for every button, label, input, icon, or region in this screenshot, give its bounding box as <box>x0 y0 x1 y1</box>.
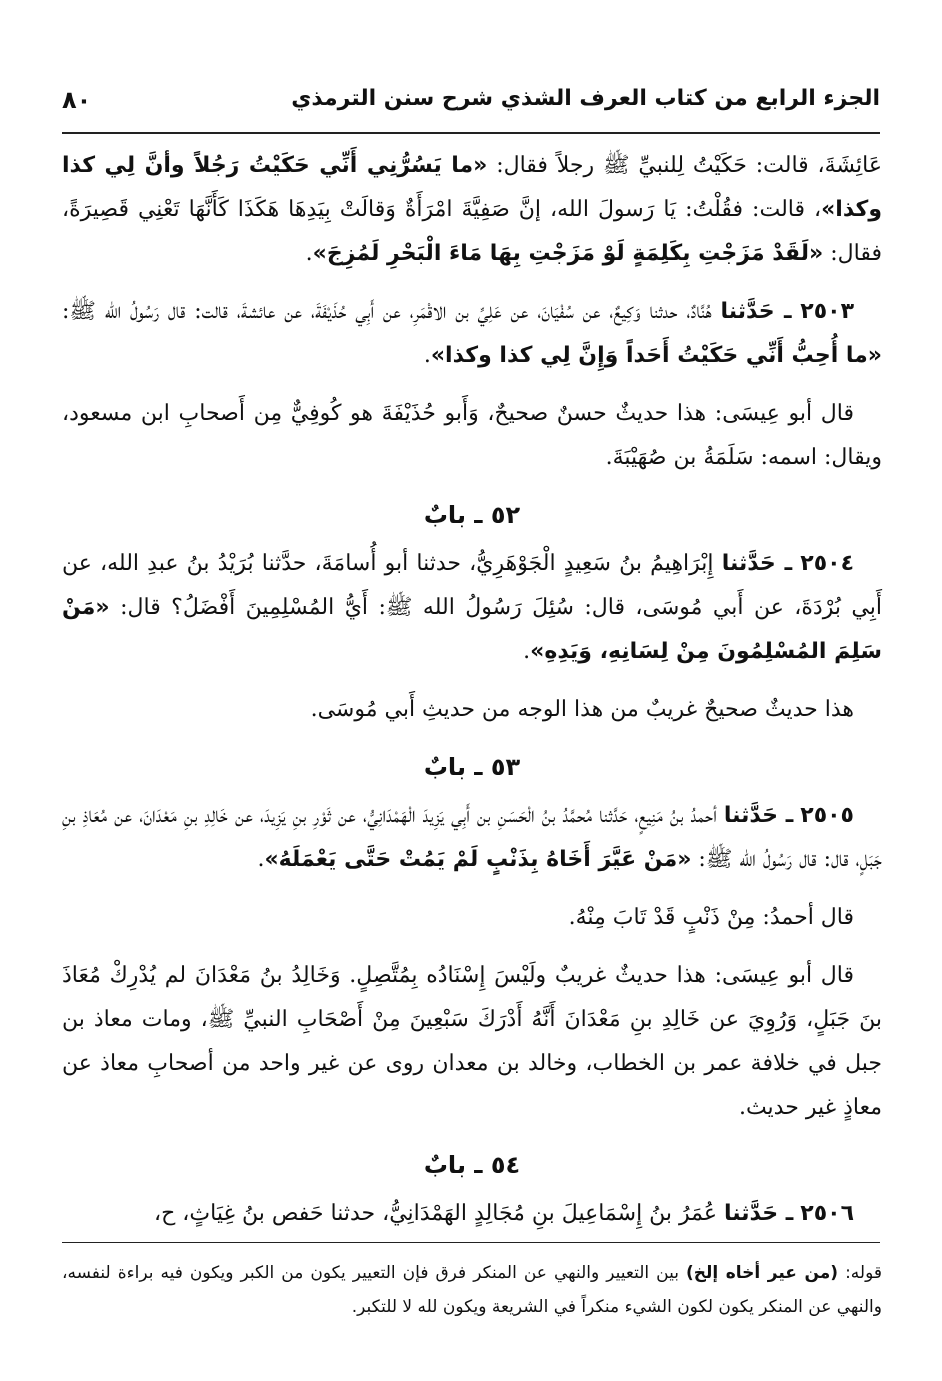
hadith-number: ٢٥٠٣ <box>800 299 854 324</box>
hadith-2504 <box>62 542 882 674</box>
header-title: الجزء الرابع من كتاب العرف الشذي شرح سنن الترمذي <box>291 86 880 111</box>
chapter-heading-54: ٥٤ ـ بابٌ <box>423 1151 521 1179</box>
text-run: . <box>257 847 265 872</box>
hadith-number: ٢٥٠٦ <box>800 1201 854 1226</box>
text-run: . <box>305 241 313 266</box>
text-run: عُمَرُ بنُ إِسْمَاعِيلَ بنِ مُجَالِدٍ الهَمْدَانِيُّ، حدثنا حَفص بنُ غِيَاثٍ، ح، <box>154 1201 725 1226</box>
prophetic-quote: «ما يَسُرُّنِي أَنِّي حَكَيْتُ رَجُلاً وأنَّ لِي كذا وكذا» <box>62 153 882 222</box>
hadith-lead: ـ حَدَّثنا <box>724 1201 794 1226</box>
text-run: . <box>523 639 531 664</box>
footnote-prefix: قوله: <box>838 1263 883 1283</box>
prophetic-quote: «مَنْ عَيَّرَ أَخَاهُ بِذَنْبٍ لَمْ يَمُتْ حَتَّى يَعْمَلَهُ» <box>264 847 692 872</box>
prophetic-quote: «ما أُحِبُّ أَنِّي حَكَيْتُ أَحَداً وَإِنَّ لِي كذا وكذا» <box>430 343 882 368</box>
footnote-key: (من عير أخاه إلخ) <box>685 1263 839 1283</box>
chapter-heading-52: ٥٢ ـ بابٌ <box>423 501 521 529</box>
prophetic-quote: «مَنْ سَلِمَ المُسْلِمُونَ مِنْ لِسَانِهِ، وَيَدِهِ» <box>62 595 882 664</box>
commentary-paragraph: قال أحمدُ: مِنْ ذَنْبٍ قَدْ تَابَ مِنْهُ. <box>568 905 854 930</box>
hadith-number: ٢٥٠٥ <box>800 803 854 828</box>
text-run: إِبْرَاهِيمُ بنُ سَعِيدٍ الْجَوْهَرِيُّ، حدثنا أبو أُسامَةَ، حدَّثنا بُرَيْدُ بنُ عبدِ الله، عن أَبِي بُرْدَةَ، عن أَبي مُوسَى، قال: سُئِلَ رَسُولُ الله ﷺ: أَيُّ المُسْلِمِينَ أَفْضَلُ؟ قال: <box>62 551 882 620</box>
hadith-2505 <box>62 794 882 882</box>
text-run: ، قالت: فقُلْتُ: يَا رَسولَ الله، إنَّ صَفِيَّةَ امْرَأَةٌ وَقالَتْ بِيَدِهَا هَكَذَا كَأَنَّهَا تَعْنِي قَصِيرَةً، فقال: <box>62 197 882 266</box>
commentary-paragraph: قال أبو عِيسَى: هذا حديثٌ حسنٌ صحيحٌ، وَأَبو حُذَيْفَةَ هو كُوفِيٌّ مِن أَصحابِ ابن مسعود، ويقال: اسمه: سَلَمَةُ بن صُهَيْبَةَ. <box>62 401 882 470</box>
commentary-paragraph: هذا حديثٌ صحيحٌ غريبٌ من هذا الوجه من حديثِ أَبي مُوسَى. <box>310 697 854 722</box>
hadith-number: ٢٥٠٤ <box>800 551 855 576</box>
text-run: هُنَّادٌ، حدثنا وَكِيعٌ، عن سُفْيَانَ، عن عَلِيِّ بن الاقْمَرِ، عن أَبِي حُذَيْفَةَ، عن عائشةَ، قالت: قال رَسُولُ الله ﷺ: <box>62 299 721 324</box>
hadith-2503 <box>62 290 882 378</box>
hadith-lead: ـ حَدَّثنا <box>721 551 793 576</box>
running-header <box>62 86 880 128</box>
hadith-lead: ـ حَدَّثنا <box>720 299 792 324</box>
hadith-2506 <box>62 1192 882 1236</box>
hadith-lead: ـ حَدَّثنا <box>723 803 794 828</box>
chapter-heading-53: ٥٣ ـ بابٌ <box>423 753 521 781</box>
text-run: . <box>423 343 431 368</box>
hadith-continuation <box>62 144 882 276</box>
footnote-text: بين التعيير والنهي عن المنكر فرق فإن التعيير يكون من الكبر ويكون فيه براءة لنفسه، والنهي عن المنكر يكون لكون الشيء منكراً في الشريعة ويكون لله لا للتكبر. <box>62 1263 882 1317</box>
text-run: أحمدُ بنُ مَنِيعٍ، حَدَّثنا مُحمَّدُ بنُ الْحَسَنِ بن أَبِي يَزِيدَ الْهَمْدَانِيُّ، عن ثَوْرِ بنِ يَزِيدَ، عن خَالِدِ بنِ مَعْدَانَ، عن مُعَاذِ بنِ جَبَلٍ، قال: قال رَسُولُ الله ﷺ: <box>62 803 882 872</box>
prophetic-quote: «لَقَدْ مَزَجْتِ بِكَلِمَةٍ لَوْ مَزَجْتِ بِهَا مَاءَ الْبَحْرِ لَمُزِجَ» <box>312 241 824 266</box>
header-divider <box>62 132 880 134</box>
main-text <box>62 144 882 1250</box>
footnote <box>62 1256 882 1324</box>
footnote-divider <box>62 1242 880 1243</box>
text-run: عَائِشَةَ، قالت: حَكَيْتُ لِلنبيِّ ﷺ رجلاً فقال: <box>487 153 882 178</box>
page-number: ٨٠ <box>62 86 92 114</box>
commentary-paragraph: قال أبو عِيسَى: هذا حديثٌ غريبٌ ولَيْسَ إِسْنَادُه بِمُتَّصِلٍ. وَخَالِدُ بنُ مَعْدَانَ لم يُدْرِكْ مُعَاذَ بنَ جَبَلٍ، وَرُوِيَ عن خَالِدِ بنِ مَعْدَانَ أَنَّهُ أَدْرَكَ سَبْعِينَ مِنْ أَصْحَابِ النبيِّ ﷺ، ومات معاذ بن جبل في خلافة عمر بن الخطاب، وخالد بن معدان روى عن غير واحد من أصحابِ معاذ عن معاذٍ غير حديث. <box>62 963 882 1120</box>
